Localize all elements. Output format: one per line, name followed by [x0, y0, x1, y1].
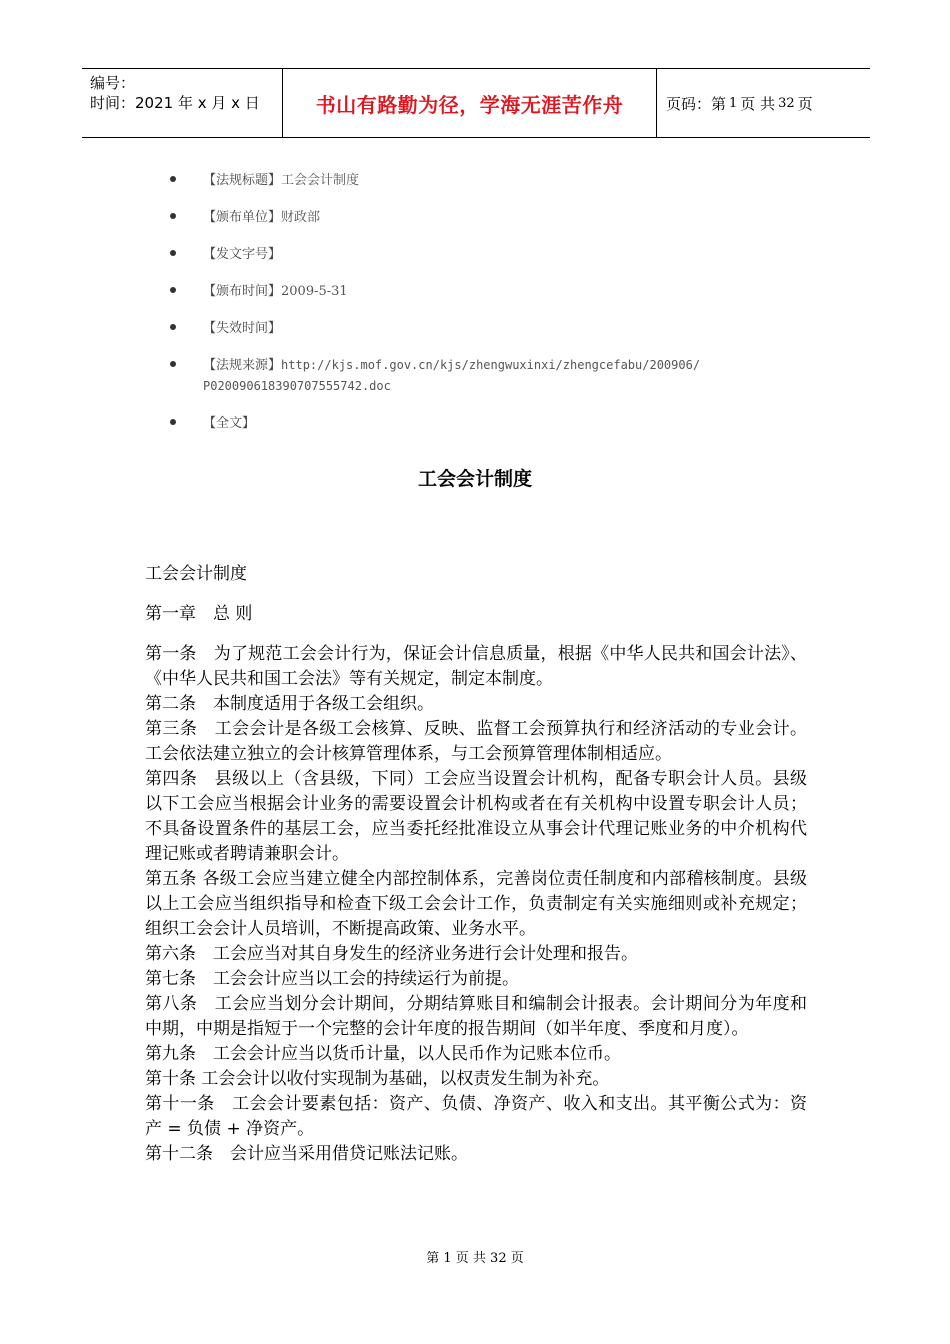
- bullet-icon: [170, 287, 176, 293]
- header-page-info: [657, 69, 870, 137]
- bullet-icon: [170, 213, 176, 219]
- article-2: 第二条 本制度适用于各级工会组织。: [145, 694, 434, 714]
- bullet-icon: [170, 419, 176, 425]
- meta-value: 工会会计制度: [281, 173, 360, 188]
- chapter-heading: 第一章 总 则: [145, 604, 253, 624]
- article-4: 第四条 县级以上（含县级，下同）工会应当设置会计机构，配备专职会计人员。县级以下工会应当根据会计业务的需要设置会计机构或者在有关机构中设置专职会计人员；不具备设置条件的基层工会，应当委托经批准设立从事会计代理记账业务的中介机构代理记账或者聘请兼职会计。: [145, 769, 807, 864]
- article-12: 第十二条 会计应当采用借贷记账法记账。: [145, 1144, 468, 1164]
- article-8: 第八条 工会应当划分会计期间，分期结算账目和编制会计报表。会计期间分为年度和中期，中期是指短于一个完整的会计年度的报告期间（如半年度、季度和月度）。: [145, 994, 807, 1039]
- source-file[interactable]: P020090618390707555742.doc: [203, 379, 391, 393]
- meta-item-title: [170, 170, 790, 191]
- page-prefix: 页码：第: [666, 94, 727, 113]
- page-mid: 页 共: [740, 94, 776, 113]
- page-footer: 第 1 页 共 32 页: [426, 1251, 524, 1266]
- page-suffix: 页: [797, 94, 813, 113]
- article-3: 第三条 工会会计是各级工会核算、反映、监督工会预算执行和经济活动的专业会计。工会依法建立独立的会计核算管理体系，与工会预算管理体制相适应。: [145, 719, 807, 764]
- time-label: 时间：2021 年 x 月 x 日: [90, 94, 260, 112]
- metadata-list: [170, 170, 790, 450]
- bullet-icon: [170, 250, 176, 256]
- bullet-icon: [170, 324, 176, 330]
- meta-label: 【发文字号】: [203, 247, 282, 262]
- page-current: 1: [729, 95, 738, 111]
- motto: 书山有路勤为径，学海无涯苦作舟: [315, 92, 624, 117]
- article-10: 第十条 工会会计以收付实现制为基础，以权责发生制为补充。: [145, 1069, 610, 1089]
- number-label: 编号：: [90, 74, 136, 92]
- header-motto-cell: [282, 69, 657, 137]
- document-title: 工会会计制度: [417, 468, 532, 490]
- meta-item-issue-date: [170, 281, 790, 302]
- meta-item-issuer: [170, 207, 790, 228]
- meta-label: 【全文】: [203, 416, 256, 431]
- page-total: 32: [778, 95, 795, 111]
- meta-item-fulltext: [170, 413, 790, 434]
- meta-label: 【颁布单位】: [203, 210, 282, 225]
- meta-label: 【法规标题】: [203, 173, 282, 188]
- source-url[interactable]: http://kjs.mof.gov.cn/kjs/zhengwuxinxi/zhengcefabu/200906/: [281, 358, 701, 372]
- meta-label: 【法规来源】: [203, 358, 282, 373]
- body-subtitle: 工会会计制度: [145, 564, 247, 584]
- meta-item-doc-number: [170, 244, 790, 265]
- article-11: 第十一条 工会会计要素包括：资产、负债、净资产、收入和支出。其平衡公式为：资产 = 负债 + 净资产。: [145, 1094, 807, 1139]
- article-6: 第六条 工会应当对其自身发生的经济业务进行会计处理和报告。: [145, 944, 638, 964]
- bullet-icon: [170, 361, 176, 367]
- article-1: 第一条 为了规范工会会计行为，保证会计信息质量，根据《中华人民共和国会计法》、《中华人民共和国工会法》等有关规定，制定本制度。: [145, 644, 807, 689]
- article-7: 第七条 工会会计应当以工会的持续运行为前提。: [145, 969, 519, 989]
- meta-label: 【失效时间】: [203, 321, 282, 336]
- article-9: 第九条 工会会计应当以货币计量，以人民币作为记账本位币。: [145, 1044, 621, 1064]
- meta-value: 2009-5-31: [281, 284, 348, 299]
- article-5: 第五条 各级工会应当建立健全内部控制体系，完善岗位责任制度和内部稽核制度。县级以上工会应当组织指导和检查下级工会会计工作，负责制定有关实施细则或补充规定；组织工会会计人员培训，不断提高政策、业务水平。: [145, 869, 807, 939]
- meta-label: 【颁布时间】: [203, 284, 282, 299]
- header-info: [82, 69, 282, 137]
- bullet-icon: [170, 176, 176, 182]
- meta-value: 财政部: [281, 210, 321, 225]
- page-header: [82, 68, 870, 138]
- meta-item-expiry: [170, 318, 790, 339]
- document-body: [145, 562, 807, 1167]
- meta-item-source: [170, 355, 790, 397]
